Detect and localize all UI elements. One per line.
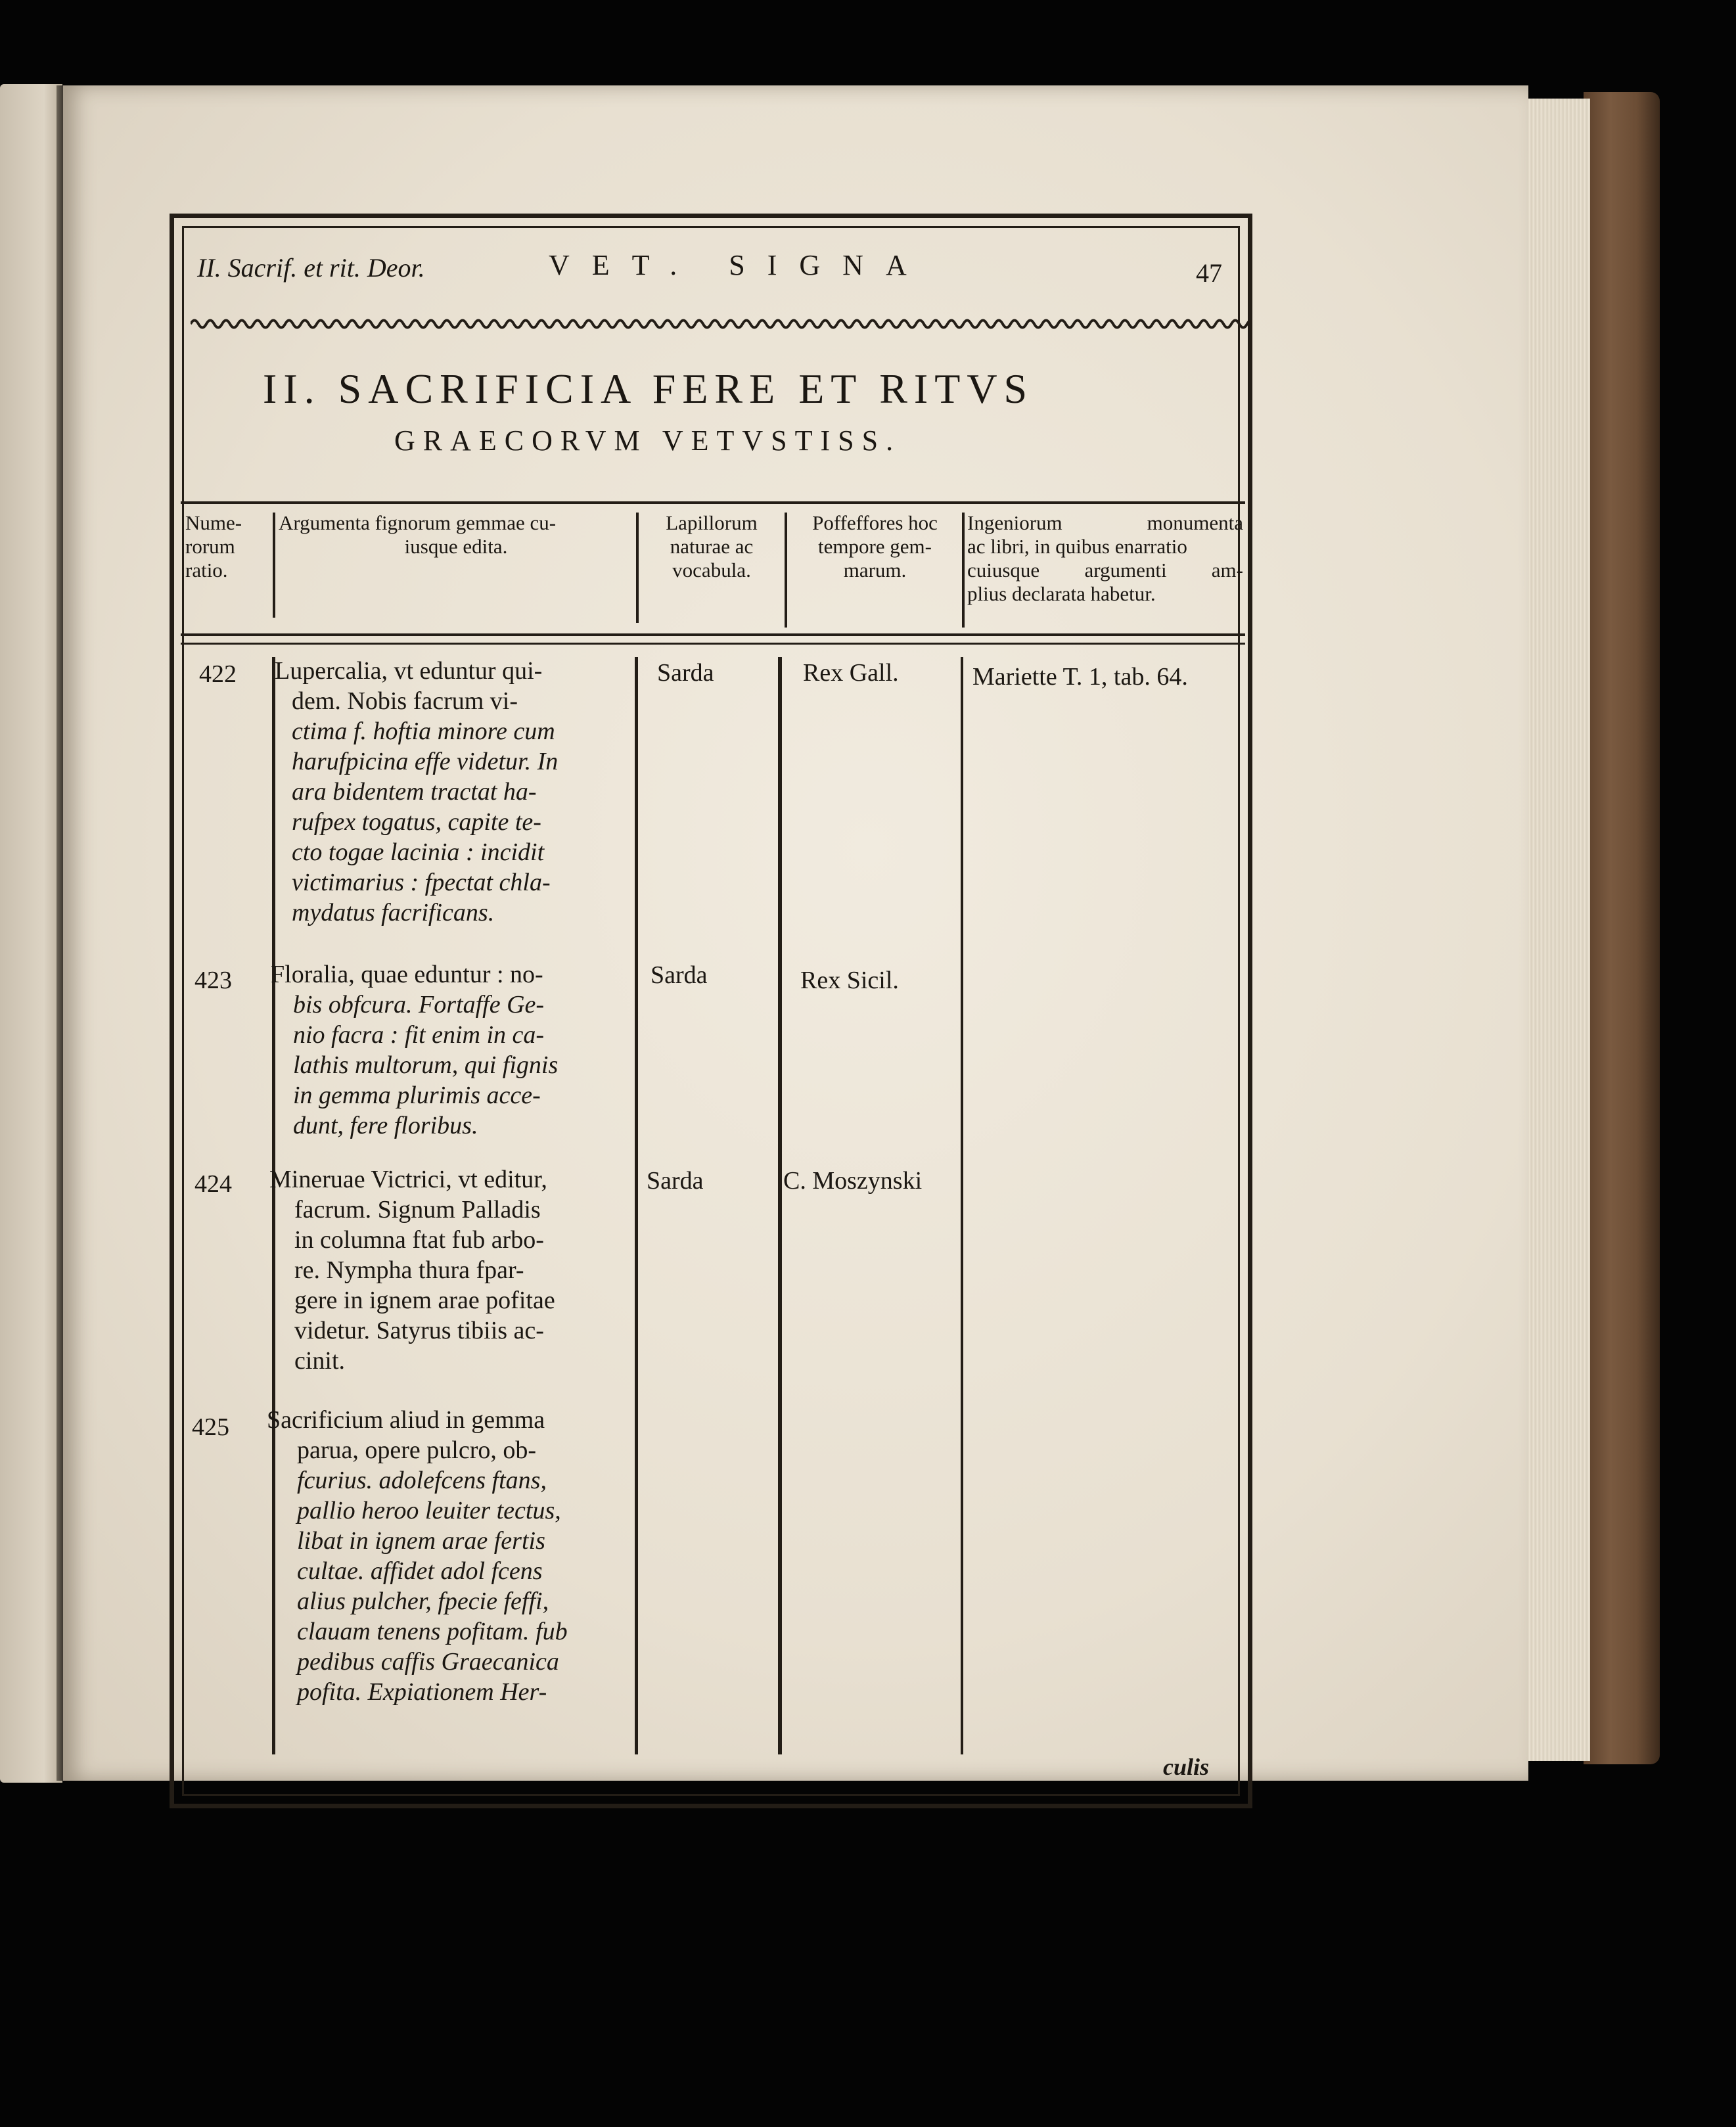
wavy-rule-ornament — [191, 314, 1248, 334]
header-rule-bottom — [181, 633, 1245, 636]
page-number: 47 — [1196, 258, 1222, 288]
entry-stone: Sarda — [647, 1167, 704, 1195]
column-header-owner: Poffeffores hoc tempore gem- marum. — [812, 511, 938, 582]
column-header-reference: Ingeniorum monumenta ac libri, in quibus enarratio cuiusque argumenti am- plius declarata habetur. — [967, 511, 1243, 605]
entry-owner: Rex Gall. — [803, 659, 899, 687]
book-cover-edge — [1584, 92, 1660, 1764]
section-subtitle: GRAECORVM VETVSTISS. — [394, 424, 902, 457]
facing-page-edge — [0, 84, 62, 1783]
catchword: culis — [1163, 1754, 1210, 1780]
entry-argument: Floralia, quae eduntur : no- bis obfcura. Fortaffe Ge- nio facra : fit enim in ca- lathis multorum, qui fignis in gemma plurimis acce- dunt, fere floribus. — [271, 961, 559, 1139]
header-divider — [785, 513, 787, 628]
section-title: II. SACRIFICIA FERE ET RITVS — [263, 365, 1034, 412]
entry-owner: Rex Sicil. — [800, 967, 899, 994]
entry-argument: Lupercalia, vt eduntur qui- dem. Nobis facrum vi- ctima f. hoftia minore cum harufpicina effe videtur. In ara bidentem tractat ha- rufpex togatus, capite te- cto togae lacinia : incidit victimarius : fpectat chla- mydatus facrificans. — [275, 657, 559, 926]
column-header-argument: Argumenta fignorum gemmae cu- iusque edita. — [279, 511, 557, 558]
entry-number: 424 — [194, 1170, 232, 1198]
column-header-number: Nume- rorum ratio. — [185, 511, 242, 582]
running-head — [197, 248, 1235, 294]
header-divider — [273, 513, 275, 618]
entry-number: 422 — [199, 660, 237, 688]
entry-argument: Sacrificium aliud in gemma parua, opere pulcro, ob- fcurius. adolefcens ftans, pallio heroo leuiter tectus, libat in ignem arae fertis cultae. affidet adol fcens alius pulcher, fpecie feffi, clauam tenens pofitam. fub pedibus caffis Graecanica pofita. Expiationem Her- — [267, 1406, 568, 1706]
body-divider — [961, 657, 963, 1754]
entry-stone: Sarda — [657, 659, 714, 687]
header-divider — [962, 513, 965, 628]
header-rule-top — [181, 501, 1245, 504]
header-rule-bottom-2 — [181, 643, 1245, 645]
body-divider — [635, 657, 638, 1754]
header-divider — [636, 513, 639, 623]
body-divider — [778, 657, 782, 1754]
page-stack-edges — [1518, 99, 1590, 1761]
entry-owner: C. Moszynski — [783, 1167, 923, 1195]
column-header-stone: Lapillorum naturae ac vocabula. — [666, 511, 758, 582]
entry-number: 423 — [194, 967, 232, 994]
entry-number: 425 — [192, 1413, 229, 1441]
running-head-title: VET. SIGNA — [549, 249, 929, 281]
entry-reference: Mariette T. 1, tab. 64. — [972, 663, 1188, 691]
running-head-section: II. Sacrif. et rit. Deor. — [197, 253, 425, 283]
entry-argument: Mineruae Victrici, vt editur, facrum. Signum Palladis in columna ftat fub arbo- re. Nympha thura fpar- gere in ignem arae pofitae videtur. Satyrus tibiis ac- cinit. — [269, 1166, 555, 1375]
entry-stone: Sarda — [651, 961, 708, 989]
